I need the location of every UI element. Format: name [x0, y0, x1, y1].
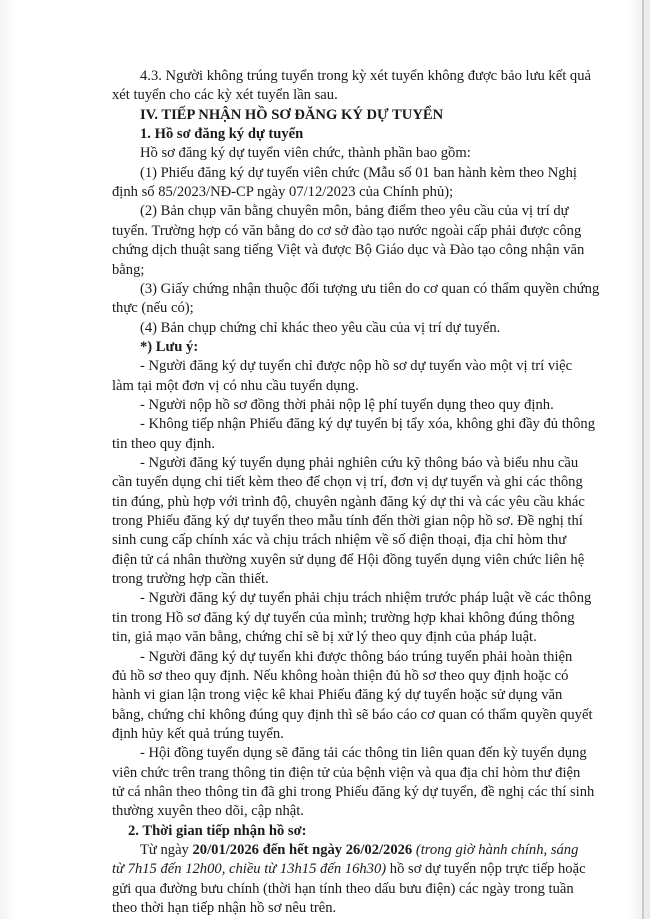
text-run: (trong giờ hành chính, sáng	[412, 842, 579, 858]
text-line: 4.3. Người không trúng tuyển trong kỳ xét tuyển không được bảo lưu kết quả	[140, 68, 591, 84]
text-line	[112, 879, 574, 899]
text-line	[112, 898, 336, 918]
text-line	[140, 840, 578, 860]
text-line: tử cá nhân theo thông tin đã ghi trong Phiếu đăng ký dự tuyển, đề nghị các thí sinh	[112, 783, 595, 800]
text-run: Từ ngày	[140, 842, 193, 858]
text-line: tuyển. Trường hợp có văn bằng do cơ sở đào tạo nước ngoài cấp phải được công	[112, 222, 582, 239]
text-line: tin, giả mạo văn bằng, chứng chỉ sẽ bị xử lý theo quy định của pháp luật.	[112, 629, 537, 646]
text-line: trong Phiếu đăng ký dự tuyển theo mẫu tính đến thời gian nộp hồ sơ. Đề nghị thí	[112, 513, 583, 530]
text-line: tin theo quy định.	[112, 435, 215, 452]
text-line: định số 85/2023/NĐ-CP ngày 07/12/2023 của Chính phủ);	[112, 184, 454, 201]
text-line: - Người đăng ký dự tuyển chỉ được nộp hồ sơ dự tuyển vào một vị trí việc	[140, 358, 573, 375]
text-line: - Người đăng ký dự tuyển phải chịu trách nhiệm trước pháp luật về các thông	[140, 590, 592, 607]
text-line: chứng dịch thuật sang tiếng Việt và được Bộ Giáo dục và Đào tạo công nhận văn	[112, 242, 585, 259]
text-line: thường xuyên theo dõi, cập nhật.	[112, 803, 304, 820]
text-line: tin trong Hồ sơ đăng ký dự tuyển của mình; trường hợp khai không đúng thông	[112, 609, 575, 626]
text-line: trong trường hợp cần thiết.	[112, 571, 269, 588]
text-line: bằng, chứng chỉ không đúng quy định thì sẽ báo cáo cơ quan có thẩm quyền quyết	[112, 706, 593, 723]
page-edge	[642, 0, 644, 919]
text-line: bằng;	[112, 261, 145, 278]
text-line: (2) Bản chụp văn bằng chuyên môn, bảng điểm theo yêu cầu của vị trí dự	[140, 203, 569, 220]
text-line: - Hội đồng tuyển dụng sẽ đăng tải các thông tin liên quan đến kỳ tuyển dụng	[140, 745, 587, 762]
text-line: (1) Phiếu đăng ký dự tuyển viên chức (Mẫu số 01 ban hành kèm theo Nghị	[140, 164, 577, 181]
text-line: định hủy kết quả trúng tuyển.	[112, 725, 284, 742]
note-heading: *) Lưu ý:	[140, 338, 199, 355]
text-line: tin đúng, phù hợp với trình độ, chuyên ngành đăng ký dự thi và các yêu cầu khác	[112, 493, 585, 510]
text-line: Hồ sơ đăng ký dự tuyển viên chức, thành phần bao gồm:	[140, 145, 471, 162]
text-line: điện tử cá nhân thường xuyên sử dụng để Hội đồng tuyển dụng viên chức liên hệ	[112, 551, 585, 568]
text-line: (4) Bản chụp chứng chỉ khác theo yêu cầu của vị trí dự tuyển.	[140, 319, 501, 336]
section-heading: IV. TIẾP NHẬN HỒ SƠ ĐĂNG KÝ DỰ TUYỂN	[140, 106, 444, 123]
text-line: - Người đăng ký tuyển dụng phải nghiên cứu kỹ thông báo và biểu nhu cầu	[140, 455, 579, 471]
text-line: viên chức trên trang thông tin điện tử của bệnh viện và qua địa chỉ hòm thư điện	[112, 764, 581, 781]
text-line: (3) Giấy chứng nhận thuộc đối tượng ưu tiên do cơ quan có thẩm quyền chứng	[140, 280, 600, 297]
text-line: hành vi gian lận trong việc kê khai Phiếu đăng ký dự tuyển hoặc sử dụng văn	[112, 687, 563, 704]
text-run: hồ sơ dự tuyển nộp trực tiếp hoặc	[386, 861, 586, 878]
text-run: 20/01/2026 đến hết ngày 26/02/2026	[192, 842, 413, 858]
text-line: - Không tiếp nhận Phiếu đăng ký dự tuyển bị tẩy xóa, không ghi đầy đủ thông	[140, 416, 595, 433]
text-run: theo thời hạn tiếp nhận hồ sơ nêu trên.	[112, 900, 337, 917]
text-line	[112, 859, 586, 879]
text-run: từ 7h15 đến 12h00, chiều từ 13h15 đến 16h30)	[112, 861, 387, 878]
text-line: - Người nộp hồ sơ đồng thời phải nộp lệ phí tuyển dụng theo quy định.	[140, 396, 554, 413]
subsection-heading: 2. Thời gian tiếp nhận hồ sơ:	[128, 822, 307, 839]
text-line: đủ hồ sơ theo quy định. Nếu không hoàn thiện đủ hồ sơ theo quy định hoặc có	[112, 667, 569, 684]
text-line: cần tuyển dụng chi tiết kèm theo để chọn vị trí, đơn vị dự tuyển và ghi các thông	[112, 474, 583, 491]
text-line: làm tại một đơn vị có nhu cầu tuyển dụng.	[112, 377, 359, 394]
text-line: xét tuyển cho các kỳ xét tuyển lần sau.	[112, 87, 338, 104]
text-run: gửi qua đường bưu chính (thời hạn tính theo dấu bưu điện) các ngày trong tuần	[112, 880, 574, 897]
text-line: - Người đăng ký dự tuyển khi được thông báo trúng tuyển phải hoàn thiện	[140, 648, 573, 665]
text-line: sinh cung cấp chính xác và chịu trách nhiệm về số điện thoại, địa chỉ hòm thư	[112, 532, 567, 549]
text-line: thực (nếu có);	[112, 300, 194, 317]
subsection-heading: 1. Hồ sơ đăng ký dự tuyển	[140, 126, 304, 143]
